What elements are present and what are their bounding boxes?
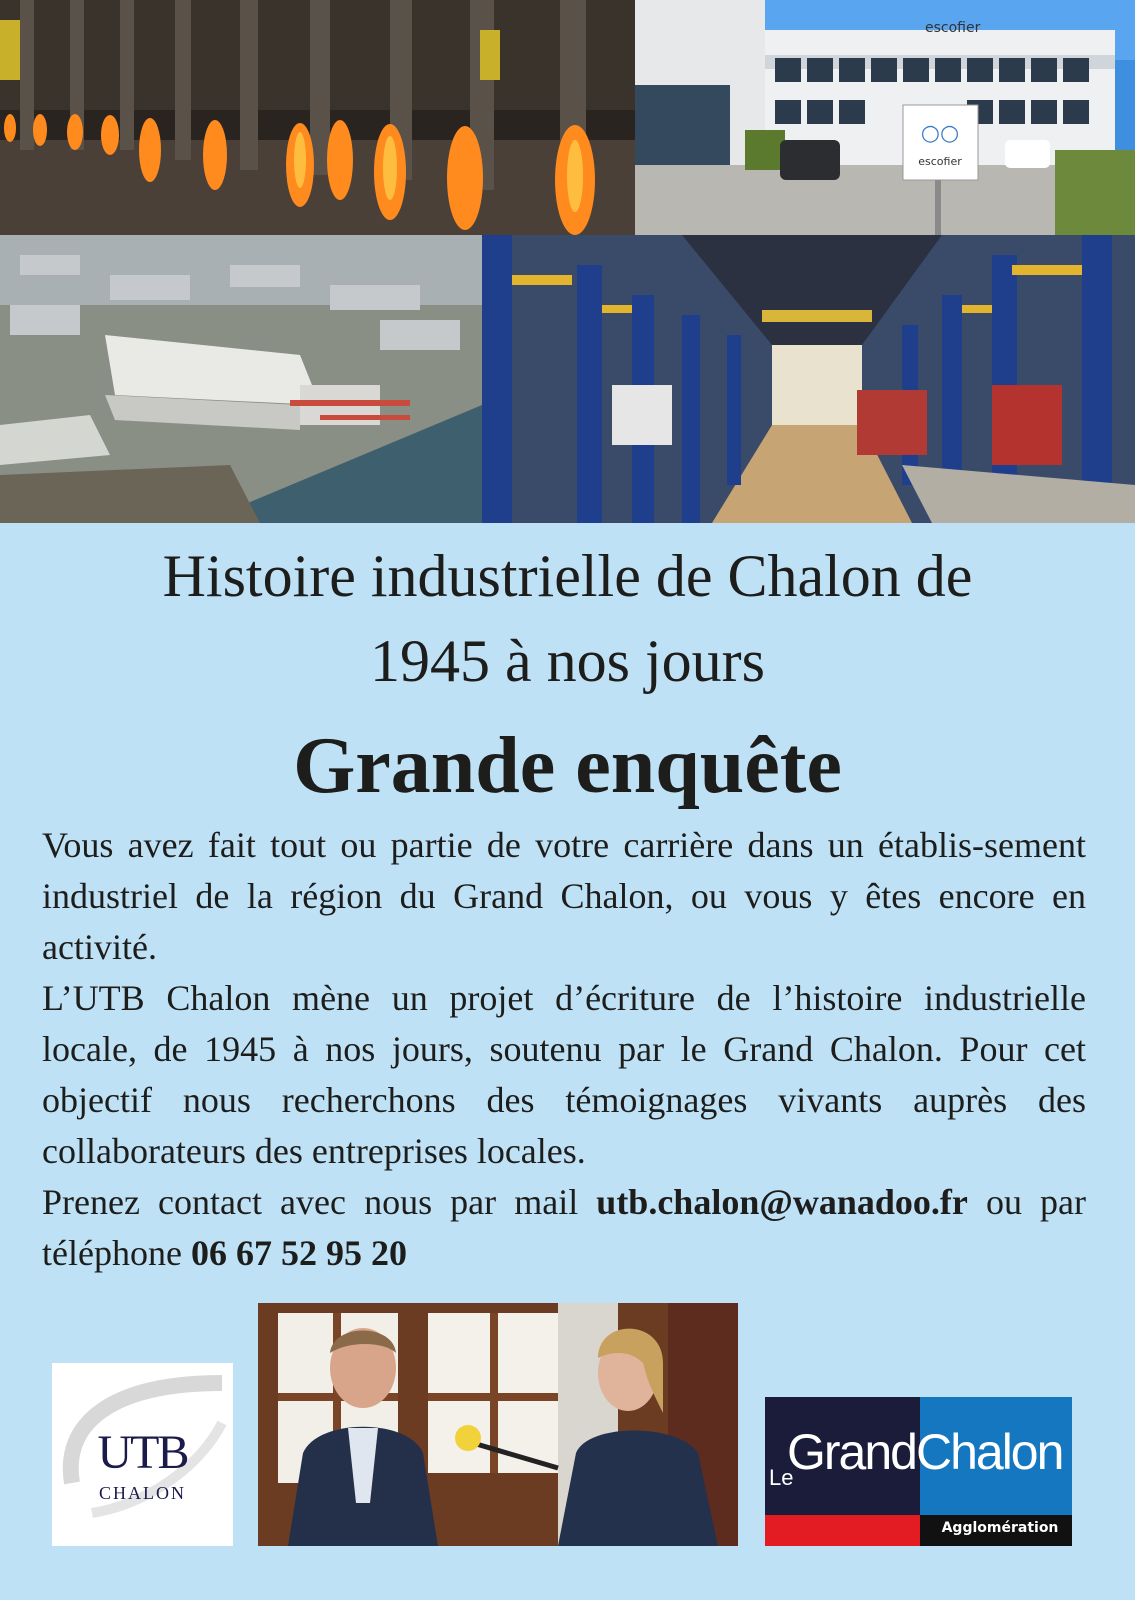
contact-middle: ou par téléphone [42,1182,1086,1273]
paragraph-project: L’UTB Chalon mène un projet d’écriture de l’histoire industrielle locale, de 1945 à nos jours, soutenu par le Grand Chalon. Pour cet objectif nous recherchons des témoignages vivants auprès des collaborateurs des entreprises locales. [42,978,1086,1171]
headline: Grande enquête [293,722,842,810]
utb-chalon-logo [52,1363,233,1546]
utb-logo-letters: UTB [97,1426,188,1479]
contact-prefix: Prenez contact avec nous par mail [42,1182,597,1222]
contact-phone[interactable]: 06 67 52 95 20 [190,1233,407,1273]
photo-escofier-building [635,0,1135,235]
paragraph-career: Vous avez fait tout ou partie de votre carrière dans un établis-sement industriel de la région du Grand Chalon, ou vous y êtes encore en activité. [42,825,1086,967]
grand-chalon-logo [765,1397,1072,1546]
gc-logo-name: GrandChalon [787,1424,1063,1480]
photo-radio-interview [258,1303,738,1546]
gc-logo-le: Le [769,1465,794,1490]
title-line-1: Histoire industrielle de Chalon de [162,543,973,609]
office-sign-text: escofier [918,155,962,168]
gc-logo-subtitle: Agglomération [941,1520,1059,1536]
paragraph-contact [42,1177,1086,1279]
photo-factory-hall [482,235,1135,523]
title-line-2: 1945 à nos jours [370,628,765,694]
photo-aerial-industrial-site [0,235,482,523]
photo-bottle-production [0,0,635,235]
office-rooftop-sign: escofier [925,20,981,36]
utb-logo-city: CHALON [99,1483,186,1503]
contact-email[interactable]: utb.chalon@wanadoo.fr [596,1182,968,1222]
svg-text:○○: ○○ [920,121,960,146]
